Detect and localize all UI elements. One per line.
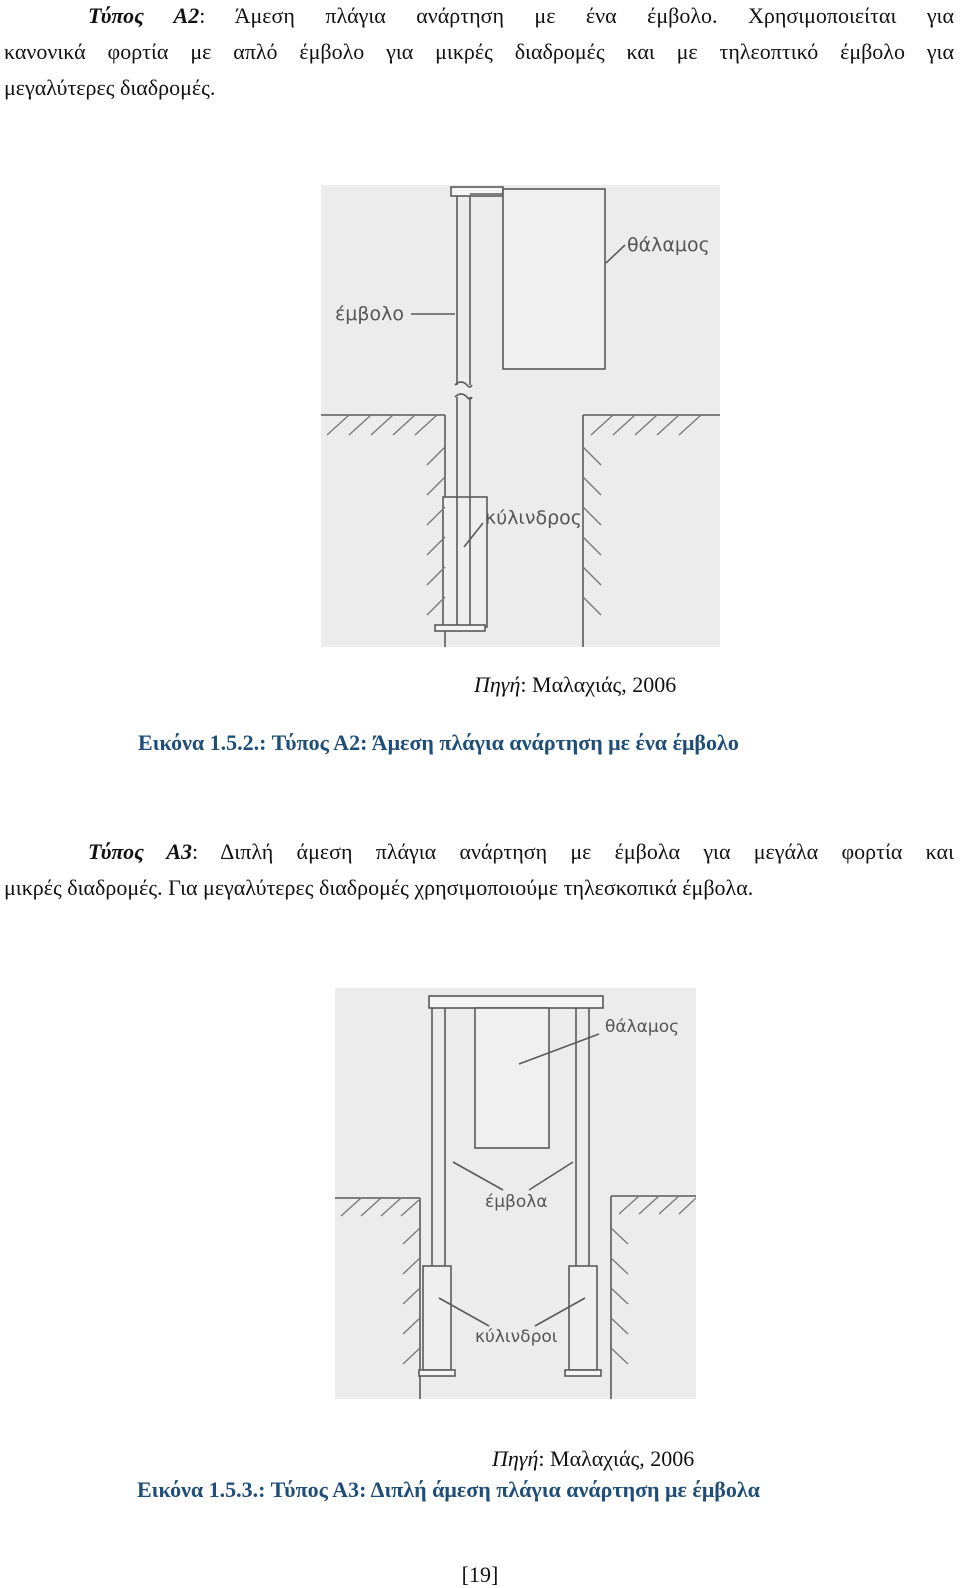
type-a2-text: : Άμεση πλάγια ανάρτηση με ένα έμβολο. Χρησιμοποιείται για [199, 3, 955, 28]
figure-a2-source: Πηγή: Μαλαχιάς, 2006 [474, 672, 677, 697]
diagram-a2-svg [321, 185, 720, 647]
paragraph-line [4, 834, 954, 870]
figure-a2-caption: Εικόνα 1.5.2.: Τύπος Α2: Άμεση πλάγια ανάρτηση με ένα έμβολο [138, 730, 739, 755]
type-a2-term: Τύπος Α2 [88, 3, 200, 28]
paragraph-line [4, 0, 954, 34]
figure-a3-source: Πηγή: Μαλαχιάς, 2006 [492, 1446, 695, 1471]
paragraph-type-a2 [4, 0, 954, 106]
figure-a3-diagram [335, 988, 696, 1399]
label-chamber: θάλαμος [627, 234, 710, 256]
page-number: [19] [461, 1562, 499, 1587]
paragraph-line: μικρές διαδρομές. Για μεγαλύτερες διαδρομές χρησιμοποιούμε τηλεσκοπικά έμβολα. [4, 875, 754, 900]
paragraph-line: μεγαλύτερες διαδρομές. [4, 75, 216, 100]
type-a3-term: Τύπος Α3 [88, 839, 193, 864]
figure-a2-diagram [321, 185, 720, 647]
type-a3-text: : Διπλή άμεση πλάγια ανάρτηση με έμβολα για μεγάλα φορτία και [192, 839, 954, 864]
label-chamber: θάλαμος [605, 1017, 680, 1037]
label-cylinder: κύλινδρος [485, 507, 582, 529]
paragraph-type-a3 [4, 834, 954, 906]
figure-a3-caption: Εικόνα 1.5.3.: Τύπος Α3: Διπλή άμεση πλάγια ανάρτηση με έμβολα [137, 1477, 760, 1502]
label-pistons: έμβολα [485, 1192, 548, 1212]
label-piston: έμβολο [335, 303, 404, 325]
paragraph-line: κανονικά φορτία με απλό έμβολο για μικρές διαδρομές και με τηλεοπτικό έμβολο για [4, 39, 954, 64]
diagram-a3-svg [335, 988, 696, 1399]
label-cylinders: κύλινδροι [475, 1327, 558, 1347]
